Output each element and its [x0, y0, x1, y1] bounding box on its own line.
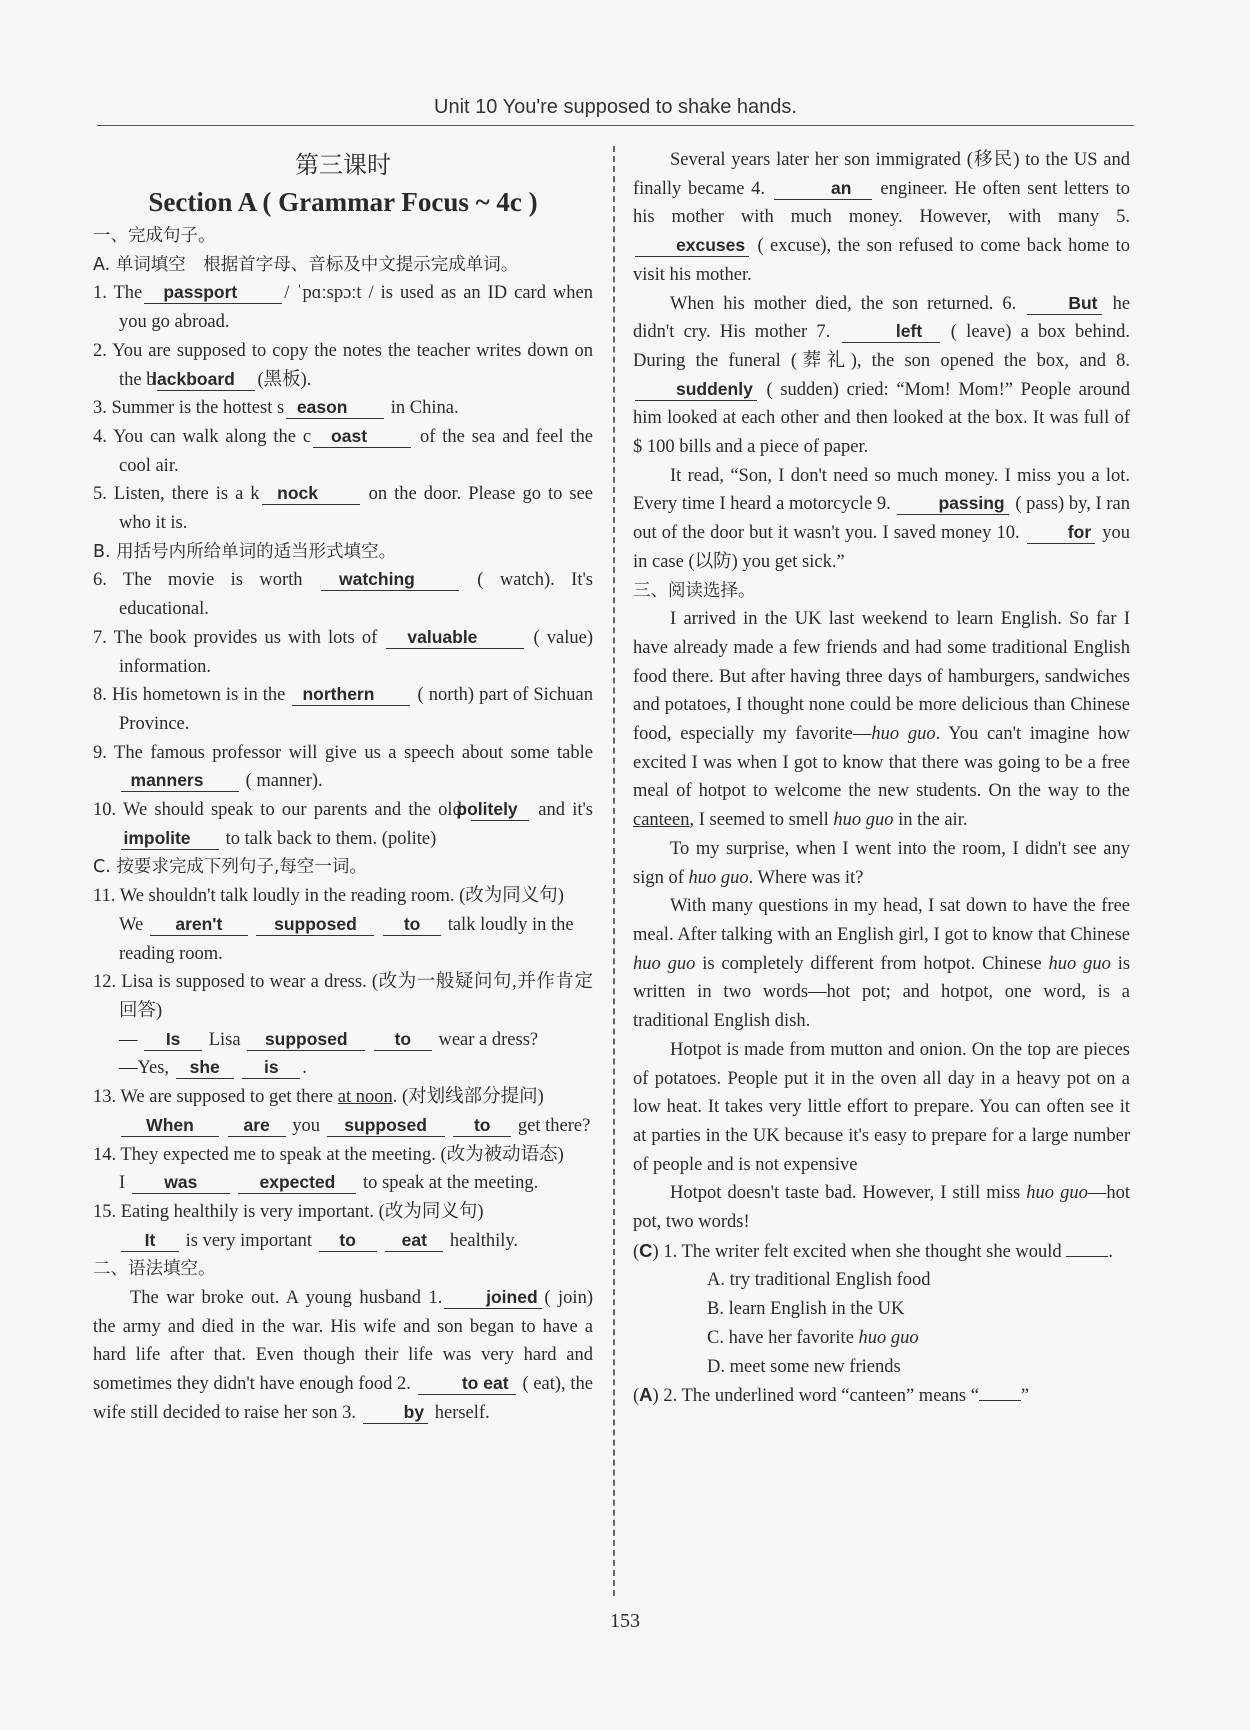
- cloze-answer-4[interactable]: an: [774, 177, 872, 200]
- question-3: 3. Summer is the hottest s eason in China.: [93, 397, 459, 419]
- question-15-answer-line: It is very important to eat healthily.: [93, 1227, 593, 1256]
- running-header: Unit 10 You're supposed to shake hands.: [434, 96, 797, 118]
- answer-9[interactable]: manners: [121, 769, 239, 792]
- part2-heading: 二、语法填空。: [93, 1259, 216, 1280]
- part1-heading: 一、完成句子。: [93, 226, 216, 246]
- answer-12a[interactable]: Is: [144, 1028, 202, 1051]
- answer-2[interactable]: lackboard: [157, 368, 255, 391]
- question-2: 2. You are supposed to copy the notes the teacher writes down on the blackboard (黑板).: [93, 340, 593, 390]
- answer-13d[interactable]: to: [453, 1114, 511, 1137]
- question-6: 6. The movie is worth watching ( watch). It's educational.: [93, 569, 593, 620]
- part3-heading: 三、阅读选择。: [633, 580, 756, 601]
- answer-11b[interactable]: supposed: [256, 913, 374, 936]
- answer-14a[interactable]: was: [132, 1171, 230, 1194]
- answer-11c[interactable]: to: [383, 913, 441, 936]
- question-15: 15. Eating healthily is very important. (改为同义句): [93, 1201, 484, 1222]
- right-column: [633, 146, 1130, 1411]
- cloze-paragraph-1: The war broke out. A young husband 1. joined ( join) the army and died in the war. His wife and son began to have a hard life after that. Even though their life was very hard and sometimes they didn't have enough food 2. to eat ( eat), the wife still decided to raise her son 3. by herself.: [93, 1287, 594, 1423]
- cloze-paragraph-2: Several years later her son immigrated (移民) to the US and finally became 4. an engineer. He often sent letters to his mother with much money. However, with many 5. excuses ( excuse), the son refused to come back home to visit his mother.: [633, 150, 1131, 285]
- part1-a-heading: A. 单词填空 根据首字母、音标及中文提示完成单词。: [93, 254, 519, 275]
- answer-10b[interactable]: impolite: [121, 827, 219, 850]
- answer-12b[interactable]: supposed: [247, 1028, 365, 1051]
- cloze-answer-7[interactable]: left: [842, 320, 940, 343]
- option-c[interactable]: C. have her favorite huo guo: [707, 1327, 919, 1348]
- question-14-answer-line: I was expected to speak at the meeting.: [119, 1172, 539, 1194]
- question-12: 12. Lisa is supposed to wear a dress. (改为一般疑问句,并作肯定回答): [93, 972, 593, 1021]
- option-b[interactable]: B. learn English in the UK: [707, 1299, 905, 1320]
- choice-question-1: (C) 1. The writer felt excited when she thought she would .: [633, 1239, 1113, 1262]
- question-1: 1. The passport / ˈpɑːspɔːt / is used as an ID card when you go abroad.: [93, 282, 593, 333]
- answer-8[interactable]: northern: [292, 683, 410, 706]
- question-12-answer-line: — Is Lisa supposed to wear a dress?: [119, 1028, 539, 1050]
- reading-paragraph-1: I arrived in the UK last weekend to learn English. So far I have already made a few friends and had some traditional English food there. But after having three days of hamburgers, sandwiches and potatoes, I thought none could be more delicious than Chinese food, especially my favorite—huo guo. You can't imagine how excited I was when I got to know that there was going to be a free meal of hotpot to welcome the new students. On the way to the canteen, I seemed to smell huo guo in the air.: [633, 609, 1131, 831]
- reading-paragraph-4: Hotpot is made from mutton and onion. On the top are pieces of potatoes. People put it in the oven all day in a heavy pot on a low heat. It takes very little effort to prepare. You can often see it at parties in the UK because it's easy to prepare for a large number of people and is not expensive: [633, 1039, 1130, 1175]
- part1-b-heading: B. 用括号内所给单词的适当形式填空。: [93, 541, 397, 562]
- header-rule: [97, 125, 1134, 126]
- reading-paragraph-2: To my surprise, when I went into the room, I didn't see any sign of huo guo. Where was it?: [633, 838, 1130, 888]
- question-12-reply-line: —Yes, she is .: [119, 1057, 307, 1079]
- question-9: 9. The famous professor will give us a speech about some table manners ( manner).: [93, 742, 593, 792]
- part1-c-heading: C. 按要求完成下列句子,每空一词。: [93, 857, 367, 878]
- answer-14b[interactable]: expected: [238, 1171, 356, 1194]
- cloze-answer-9[interactable]: passing: [897, 492, 1008, 515]
- choice-answer-1[interactable]: C: [639, 1239, 653, 1261]
- question-8: 8. His hometown is in the northern ( north) part of Sichuan Province.: [93, 684, 593, 734]
- lesson-title-en: Section A ( Grammar Focus ~ 4c ): [148, 187, 538, 217]
- cloze-answer-6[interactable]: But: [1027, 292, 1101, 315]
- choice-answer-2[interactable]: A: [639, 1384, 653, 1406]
- cloze-paragraph-4: It read, “Son, I don't need so much money. I miss you a lot. Every time I heard a motorcycle 9. passing ( pass) by, I ran out of the door but it wasn't you. I saved money 10. for you in case (以防) you get sick.”: [633, 465, 1131, 572]
- page-number: 153: [610, 1610, 640, 1632]
- question-5: 5. Listen, there is a k nock on the door. Please go to see who it is.: [93, 483, 594, 534]
- answer-13a[interactable]: When: [121, 1114, 219, 1137]
- question-4: 4. You can walk along the c oast of the sea and feel the cool air.: [93, 425, 594, 476]
- question-14: 14. They expected me to speak at the meeting. (改为被动语态): [93, 1144, 564, 1165]
- cloze-answer-3[interactable]: by: [363, 1401, 428, 1424]
- underlined-phrase: at noon: [337, 1087, 393, 1108]
- answer-1[interactable]: passport: [144, 281, 282, 304]
- answer-12c[interactable]: to: [374, 1028, 432, 1051]
- left-column: [93, 146, 593, 1428]
- answer-11a[interactable]: aren't: [150, 913, 248, 936]
- question-10: 10. We should speak to our parents and the old politely and it's impolite to talk back to them. (polite): [93, 799, 594, 849]
- answer-3[interactable]: eason: [286, 396, 384, 419]
- answer-5[interactable]: nock: [262, 482, 360, 505]
- blank-line: [1066, 1238, 1108, 1257]
- blank-line: [979, 1382, 1021, 1401]
- column-divider: [613, 146, 615, 1596]
- underlined-word-canteen: canteen: [633, 810, 690, 831]
- cloze-answer-8[interactable]: suddenly: [635, 378, 757, 401]
- option-a[interactable]: A. try traditional English food: [707, 1270, 931, 1291]
- answer-15a[interactable]: It: [121, 1229, 179, 1252]
- question-11-answer-line: We aren't supposed to talk loudly in the reading room.: [119, 913, 574, 964]
- question-11: 11. We shouldn't talk loudly in the reading room. (改为同义句): [93, 886, 564, 907]
- answer-12e[interactable]: is: [242, 1056, 300, 1079]
- answer-13b[interactable]: are: [228, 1114, 286, 1137]
- answer-15b[interactable]: to: [319, 1229, 377, 1252]
- reading-paragraph-5: Hotpot doesn't taste bad. However, I still miss huo guo—hot pot, two words!: [633, 1183, 1130, 1233]
- cloze-answer-10[interactable]: for: [1027, 521, 1095, 544]
- answer-10a[interactable]: politely: [471, 798, 529, 821]
- answer-4[interactable]: oast: [313, 425, 411, 448]
- answer-7[interactable]: valuable: [386, 626, 524, 649]
- answer-6[interactable]: watching: [321, 568, 459, 591]
- cloze-answer-2[interactable]: to eat: [418, 1372, 516, 1395]
- cloze-answer-1[interactable]: joined: [444, 1286, 542, 1309]
- question-13: 13. We are supposed to get there at noon. (对划线部分提问): [93, 1087, 544, 1108]
- cloze-answer-5[interactable]: excuses: [635, 234, 749, 257]
- answer-13c[interactable]: supposed: [327, 1114, 445, 1137]
- question-7: 7. The book provides us with lots of valuable ( value) information.: [93, 626, 594, 677]
- reading-paragraph-3: With many questions in my head, I sat down to have the free meal. After talking with an English girl, I got to know that Chinese huo guo is completely different from hotpot. Chinese huo guo is written in two words—hot pot; and hotpot, one word, is a traditional English dish.: [633, 896, 1131, 1032]
- answer-15c[interactable]: eat: [385, 1229, 443, 1252]
- question-13-answer-line: When are you supposed to get there?: [93, 1112, 593, 1141]
- cloze-paragraph-3: When his mother died, the son returned. 6. But he didn't cry. His mother 7. left ( leave) a box behind. During the funeral (葬礼), the son opened the box, and 8. suddenly ( sudden) cried: “Mom! Mom!” People around him looked at each other and then looked at the box. It was full of $ 100 bills and a piece of paper.: [633, 292, 1131, 458]
- choice-question-2: (A) 2. The underlined word “canteen” means “ ”: [633, 1384, 1030, 1407]
- answer-12d[interactable]: she: [176, 1056, 234, 1079]
- option-d[interactable]: D. meet some new friends: [707, 1356, 901, 1377]
- lesson-title-cn: 第三课时: [295, 151, 391, 179]
